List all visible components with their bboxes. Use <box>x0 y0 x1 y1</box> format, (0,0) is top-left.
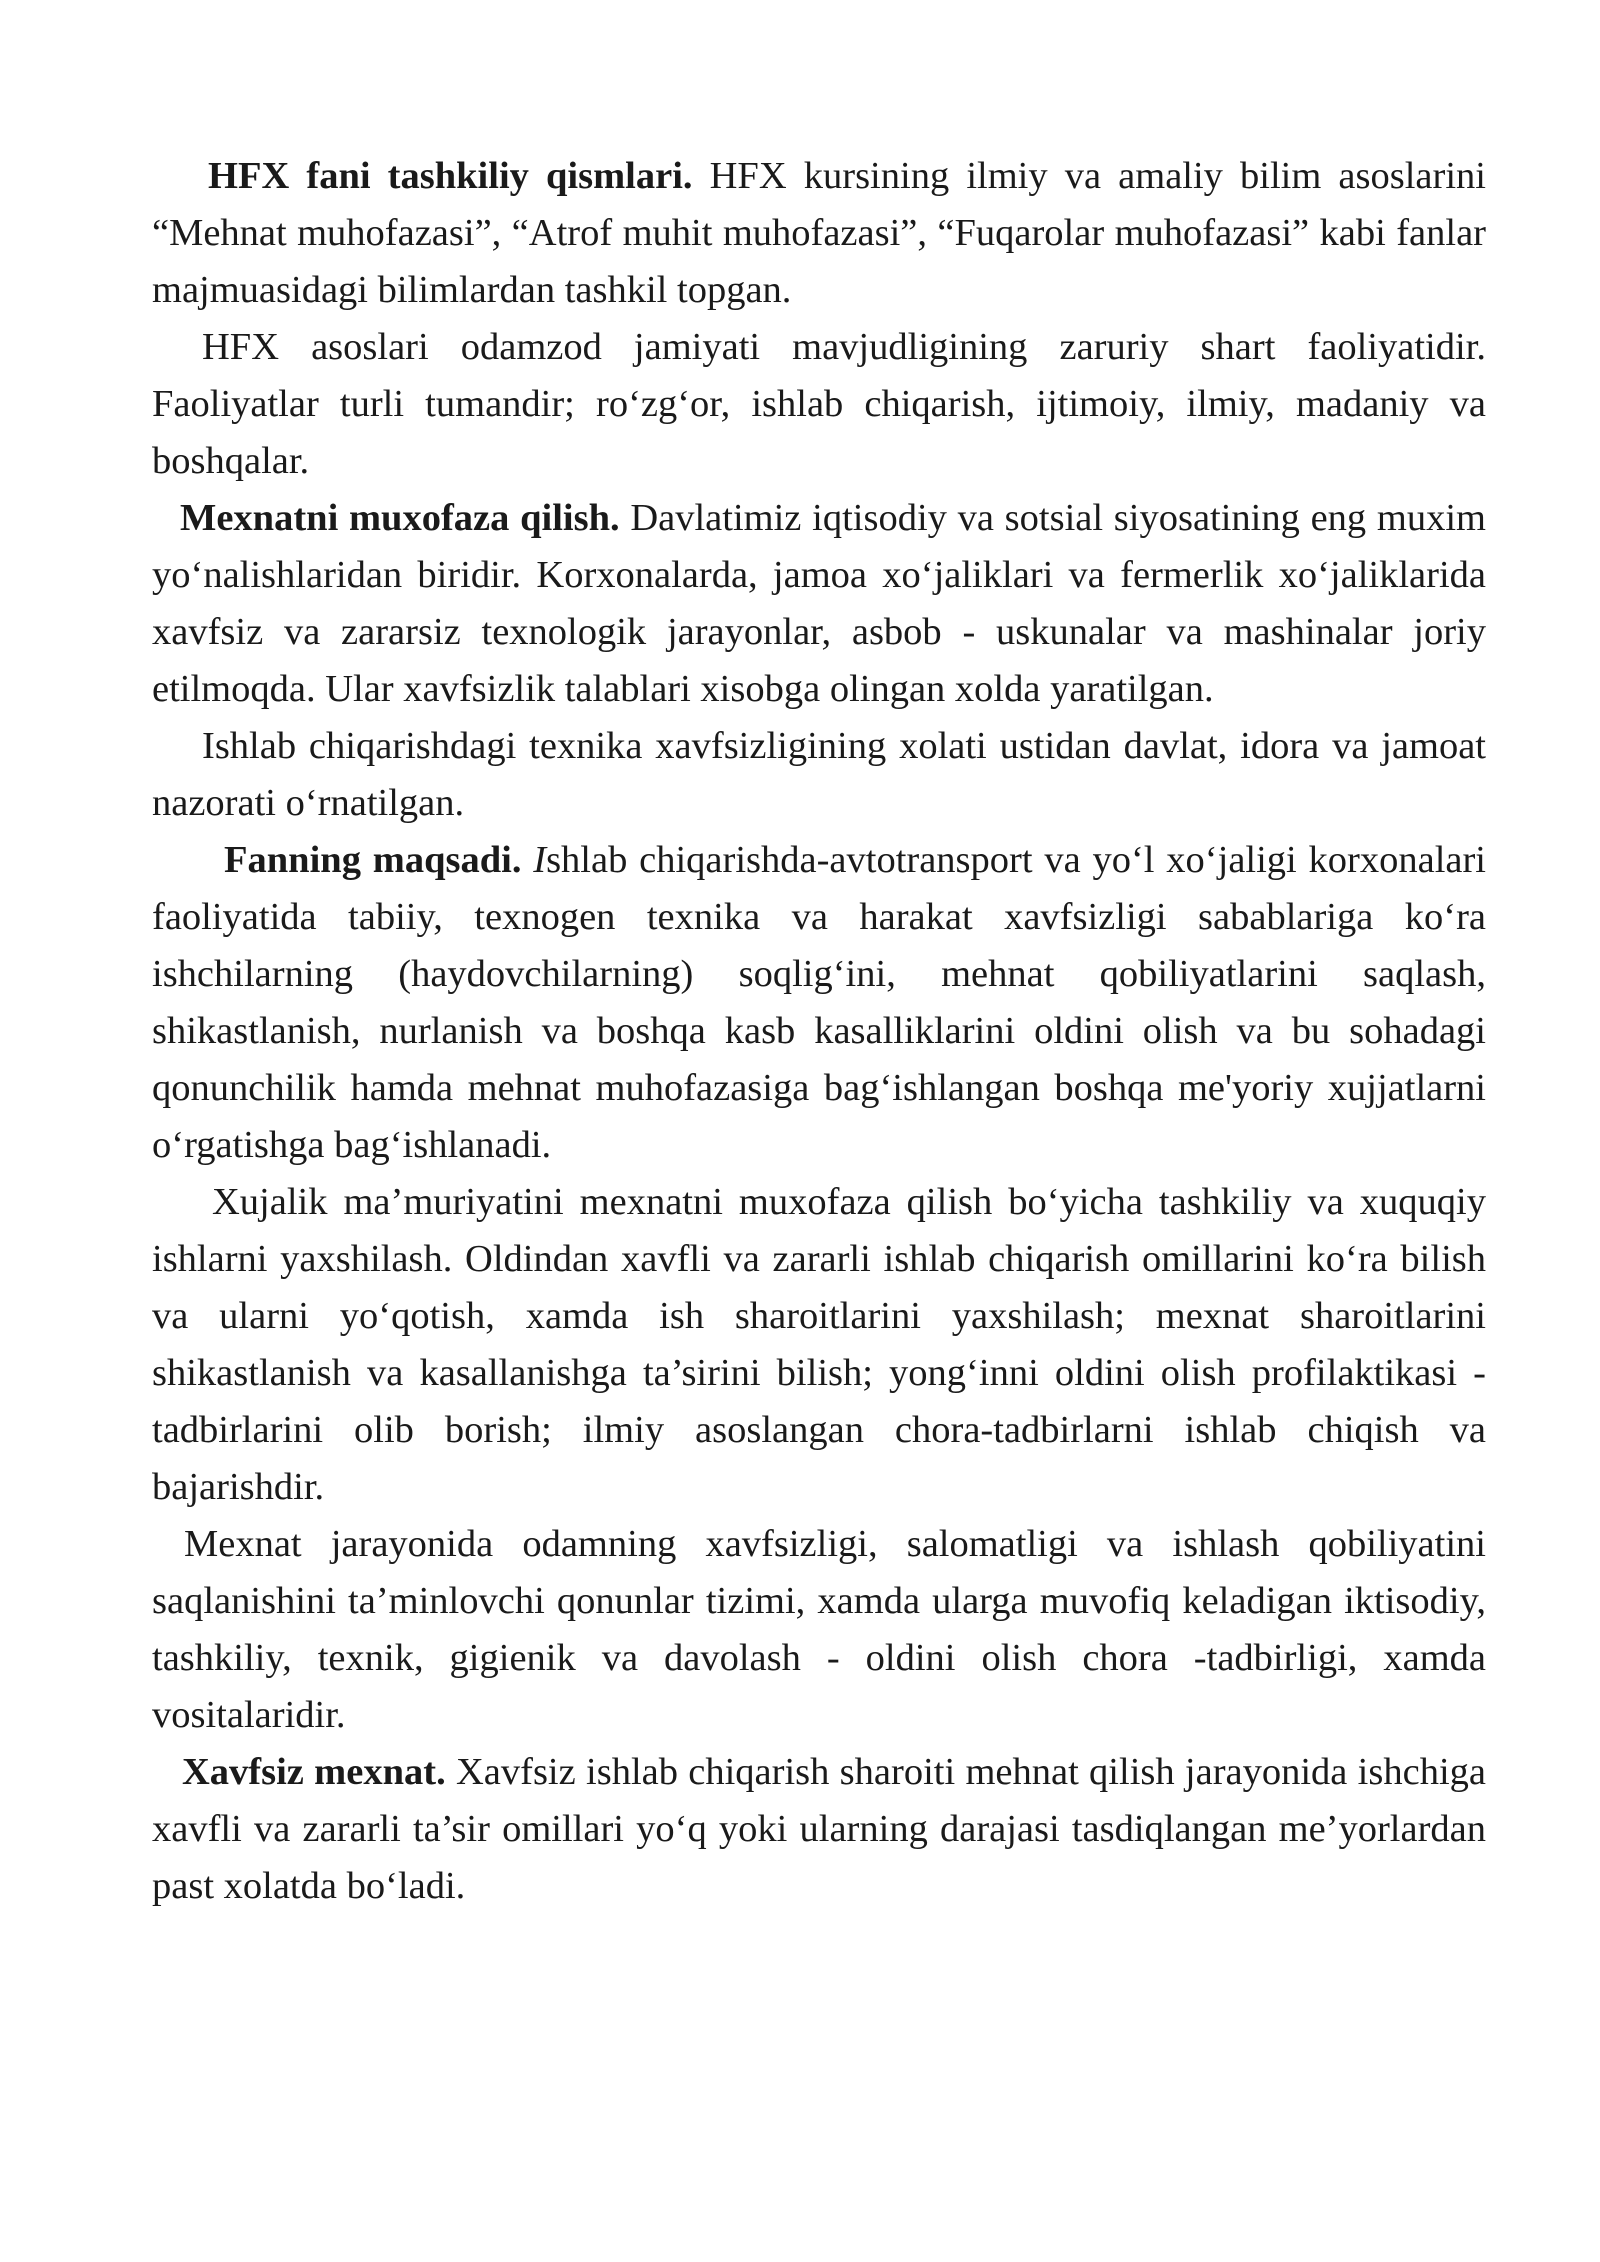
paragraph-text: Davlatimiz iqtisodiy va sotsial siyosatining eng muxim yo‘nalishlaridan biridir. Korxonalarda, jamoa xo‘jaliklari va fermerlik xo‘jaliklarida xavfsiz va zararsiz texnologik jarayonlar, asbob - uskunalar va mashinalar joriy etilmoqda. Ular xavfsizlik talablari xisobga olingan xolda yaratilgan. <box>152 497 1486 710</box>
paragraph-text: Mexnat jarayonida odamning xavfsizligi, salomatligi va ishlash qobiliyatini saqlanishini ta’minlovchi qonunlar tizimi, xamda ularga muvofiq keladigan iktisodiy, tashkiliy, texnik, gigienik va davolash - oldini olish chora -tadbirligi, xamda vositalaridir. <box>152 1523 1486 1736</box>
paragraph-course-goal <box>152 832 1486 1174</box>
paragraph-text: shlab chiqarishda-avtotransport va yo‘l xo‘jaligi korxonalari faoliyatida tabiiy, texnogen texnika va harakat xavfsizligi sabablariga ko‘ra ishchilarning (haydovchilarning) soqlig‘ini, mehnat qobiliyatlarini saqlash, shikastlanish, nurlanish va boshqa kasb kasalliklarini oldini olish va bu sohadagi qonunchilik hamda mehnat muhofazasiga bag‘ishlangan boshqa me'yoriy xujjatlarni o‘rgatishga bag‘ishlanadi. <box>152 839 1487 1166</box>
paragraph-text: Xujalik ma’muriyatini mexnatni muxofaza qilish bo‘yicha tashkiliy va xuquqiy ishlarni yaxshilash. Oldindan xavfli va zararli ishlab chiqarish omillarini ko‘ra bilish va ularni yo‘qotish, xamda ish sharoitlarini yaxshilash; mexnat sharoitlarini shikastlanish va kasallanishga ta’sirini bilish; yong‘inni oldini olish profilaktikasi - tadbirlarini olib borish; ilmiy asoslangan chora-tadbirlarni ishlab chiqish va bajarishdir. <box>152 1181 1486 1508</box>
paragraph-italic-lead: I <box>533 839 547 881</box>
paragraph-hfx-structure <box>152 148 1486 319</box>
paragraph-administration <box>152 1174 1486 1516</box>
paragraph-text: HFX kursining ilmiy va amaliy bilim asoslarini “Mehnat muhofazasi”, “Atrof muhit muhofazasi”, “Fuqarolar muhofazasi” kabi fanlar majmuasidagi bilimlardan tashkil topgan. <box>152 155 1486 311</box>
paragraph-labor-process <box>152 1516 1486 1744</box>
paragraph-safe-labor <box>152 1744 1486 1915</box>
paragraph-text: Xavfsiz ishlab chiqarish sharoiti mehnat qilish jarayonida ishchiga xavfli va zararli ta’sir omillari yo‘q yoki ularning darajasi tasdiqlangan me’yorlardan past xolatda bo‘ladi. <box>152 1751 1486 1907</box>
paragraph-safety-control <box>152 718 1486 832</box>
paragraph-text: HFX asoslari odamzod jamiyati mavjudligining zaruriy shart faoliyatidir. Faoliyatlar turli tumandir; ro‘zg‘or, ishlab chiqarish, ijtimoiy, ilmiy, madaniy va boshqalar. <box>152 326 1486 482</box>
document-page <box>152 148 1486 1915</box>
paragraph-hfx-basics <box>152 319 1486 490</box>
paragraph-heading: Fanning maqsadi. <box>224 839 522 881</box>
paragraph-heading: Mexnatni muxofaza qilish. <box>180 497 620 539</box>
paragraph-heading: Xavfsiz mexnat. <box>182 1751 446 1793</box>
paragraph-labor-protection <box>152 490 1486 718</box>
paragraph-heading: HFX fani tashkiliy qismlari. <box>208 155 693 197</box>
paragraph-text: Ishlab chiqarishdagi texnika xavfsizligining xolati ustidan davlat, idora va jamoat nazorati o‘rnatilgan. <box>152 725 1486 824</box>
